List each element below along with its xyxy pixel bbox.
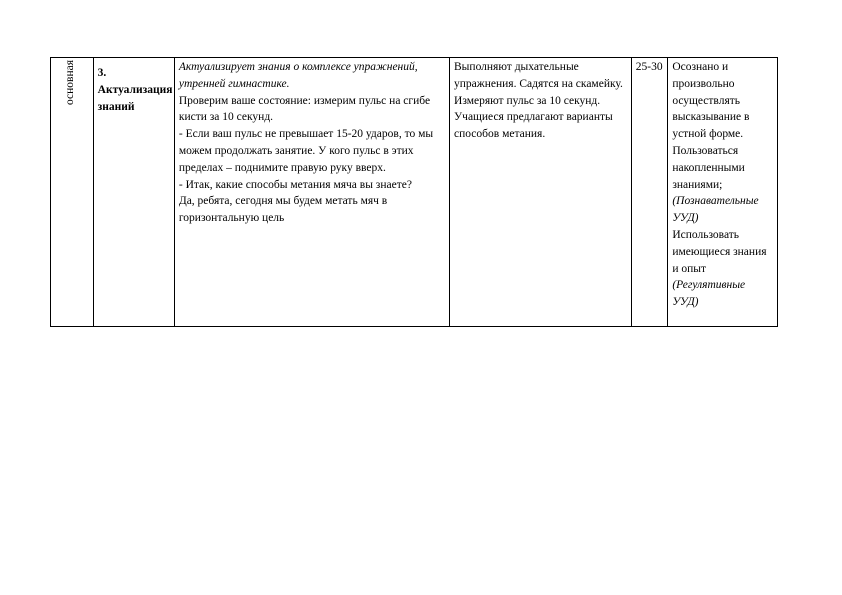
teacher-line: - Итак, какие способы метания мяча вы знаете? — [178, 178, 412, 191]
stage-cell — [51, 58, 94, 327]
uud-regulative-text: Использовать имеющиеся знания и опыт — [672, 228, 767, 275]
step-name: Актуализация знаний — [97, 83, 173, 113]
step-number: 3. — [97, 67, 107, 79]
teacher-line: - Если ваш пульс не превышает 15-20 ударов, то мы можем продолжать занятие. У кого пульс в этих пределах – поднимите правую руку вверх. — [178, 128, 434, 174]
lesson-plan-table — [50, 57, 778, 327]
step-cell — [93, 58, 174, 327]
stage-label: основная — [64, 60, 76, 106]
student-activity-cell — [450, 58, 632, 327]
uud-cognitive-text: Осознано и произвольно осуществлять высказывание в устной форме. Пользоваться накопленными знаниями; — [672, 61, 750, 191]
teacher-activity-cell — [174, 58, 449, 327]
uud-cognitive-label: (Познавательные УУД) — [672, 195, 759, 225]
teacher-line: Да, ребята, сегодня мы будем метать мяч в горизонтальную цель — [178, 195, 388, 225]
teacher-intro: Актуализирует знания о комплексе упражнений, утренней гимнастике. — [178, 61, 418, 90]
student-line: Учащиеся предлагают варианты способов метания. — [454, 111, 613, 141]
uud-regulative-label: (Регулятивные УУД) — [672, 279, 746, 309]
table-row — [51, 58, 778, 327]
time-value: 25-30 — [635, 61, 663, 73]
uud-cell — [668, 58, 778, 327]
student-line: Выполняют дыхательные упражнения. Садятся на скамейку. — [454, 61, 623, 90]
teacher-line: Проверим ваше состояние: измерим пульс на сгибе кисти за 10 секунд. — [178, 94, 431, 124]
time-cell — [631, 58, 668, 327]
student-line: Измеряют пульс за 10 секунд. — [454, 94, 601, 107]
